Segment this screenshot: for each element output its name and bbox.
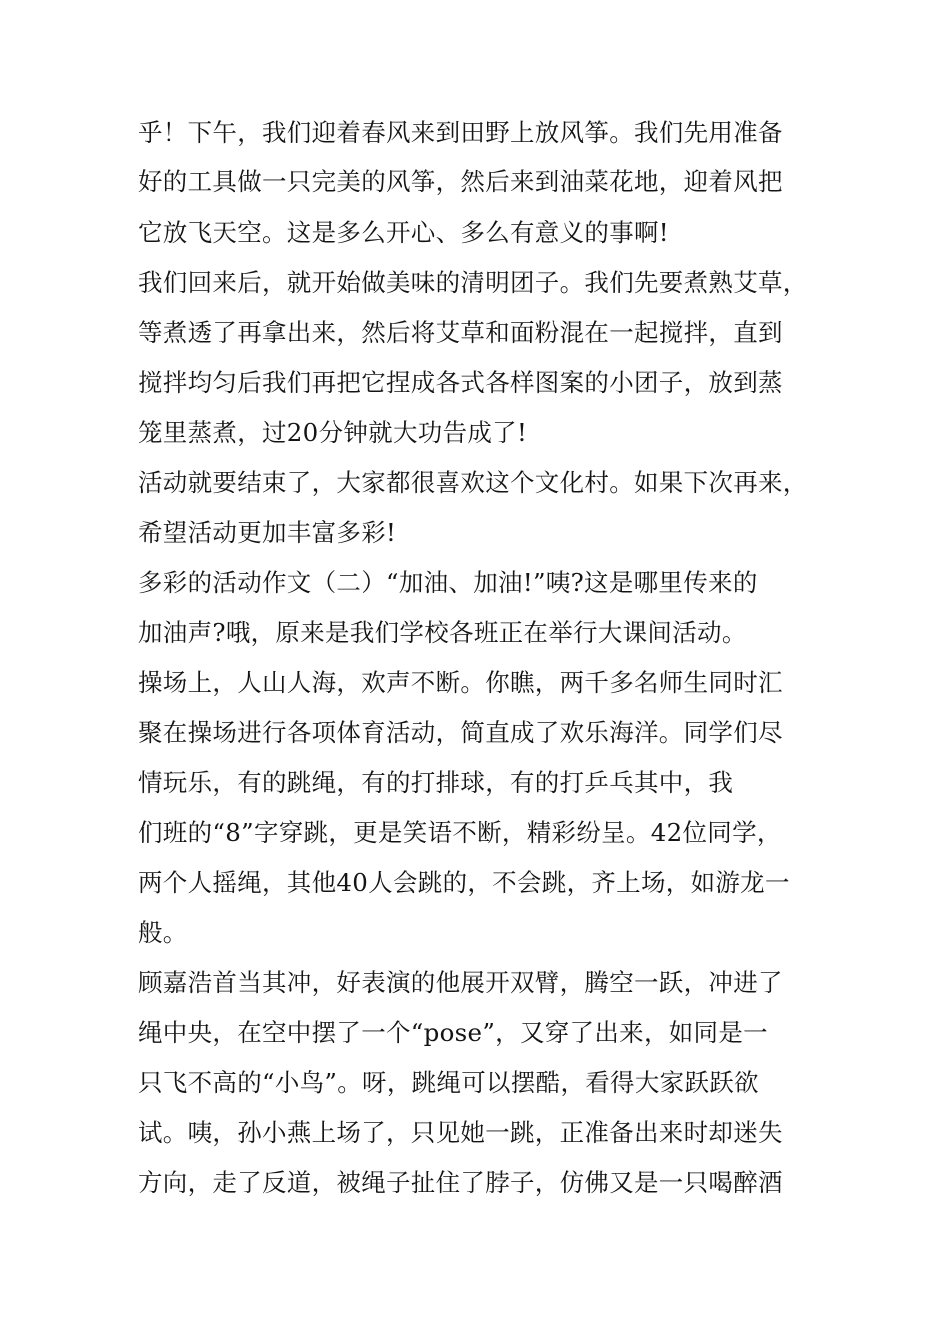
text-line: 加油声?哦，原来是我们学校各班正在举行大课间活动。 bbox=[138, 618, 747, 647]
text-line: 聚在操场进行各项体育活动，简直成了欢乐海洋。同学们尽 bbox=[138, 718, 783, 747]
text-line: 试。咦，孙小燕上场了，只见她一跳，正准备出来时却迷失 bbox=[138, 1118, 783, 1147]
text-line: 它放飞天空。这是多么开心、多么有意义的事啊! bbox=[138, 218, 669, 247]
text-line: 等煮透了再拿出来，然后将艾草和面粉混在一起搅拌，直到 bbox=[138, 318, 783, 347]
text-line: 绳中央，在空中摆了一个“pose”，又穿了出来，如同是一 bbox=[138, 1018, 768, 1047]
text-line: 好的工具做一只完美的风筝，然后来到油菜花地，迎着风把 bbox=[138, 167, 783, 196]
text-line: 两个人摇绳，其他40人会跳的，不会跳，齐上场，如游龙一 bbox=[138, 868, 790, 897]
text-line: 方向，走了反道，被绳子扯住了脖子，仿佛又是一只喝醉酒 bbox=[138, 1168, 783, 1197]
text-line: 般。 bbox=[138, 918, 188, 947]
text-line: 搅拌均匀后我们再把它捏成各式各样图案的小团子，放到蒸 bbox=[138, 368, 783, 397]
text-line: 多彩的活动作文（二）“加油、加油!”咦?这是哪里传来的 bbox=[138, 568, 758, 597]
text-line: 们班的“8”字穿跳，更是笑语不断，精彩纷呈。42位同学， bbox=[138, 818, 782, 847]
text-line: 乎！下午，我们迎着春风来到田野上放风筝。我们先用准备 bbox=[138, 118, 783, 147]
text-line: 顾嘉浩首当其冲，好表演的他展开双臂，腾空一跃，冲进了 bbox=[138, 968, 783, 997]
text-line: 希望活动更加丰富多彩! bbox=[138, 518, 397, 547]
text-line: 活动就要结束了，大家都很喜欢这个文化村。如果下次再来， bbox=[138, 468, 808, 497]
text-line: 情玩乐，有的跳绳，有的打排球，有的打乒乓其中，我 bbox=[138, 768, 734, 797]
text-line: 只飞不高的“小鸟”。呀，跳绳可以摆酷，看得大家跃跃欲 bbox=[138, 1068, 759, 1097]
text-line: 我们回来后，就开始做美味的清明团子。我们先要煮熟艾草， bbox=[138, 268, 808, 297]
text-line: 笼里蒸煮，过20分钟就大功告成了! bbox=[138, 418, 528, 447]
text-line: 操场上，人山人海，欢声不断。你瞧，两千多名师生同时汇 bbox=[138, 668, 783, 697]
